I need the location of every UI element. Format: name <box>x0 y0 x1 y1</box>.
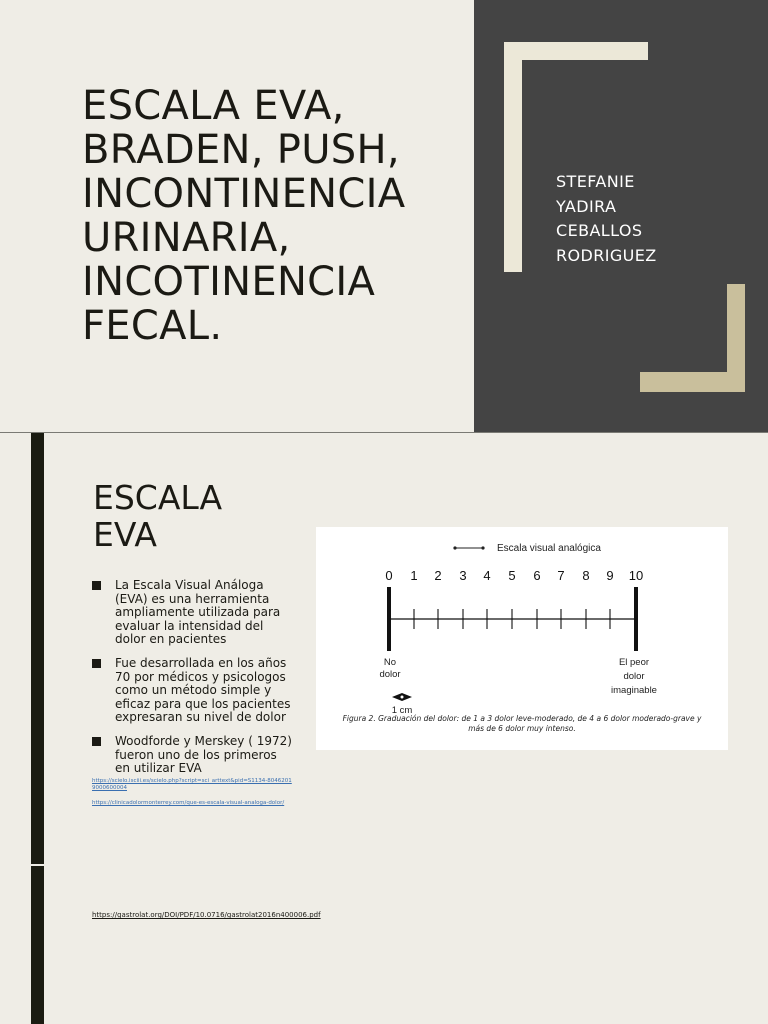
right-label-line: El peor <box>618 657 650 668</box>
left-label-line: No <box>383 657 397 668</box>
author-name <box>556 170 756 268</box>
scale-number: 8 <box>582 568 590 583</box>
slide-title-line: EVA <box>93 515 157 554</box>
author-line: CEBALLOS <box>556 221 643 240</box>
slide-title-line: ESCALA <box>93 478 223 517</box>
reference-link-scielo[interactable]: https://scielo.isciii.es/scielo.php?script=sci_arttext&pid=S1134-80462019000600004 <box>92 778 292 791</box>
header-dot <box>481 546 484 549</box>
decorative-bracket-top <box>504 42 648 60</box>
author-line: STEFANIE <box>556 172 635 191</box>
title-line: ESCALA EVA, <box>82 83 345 129</box>
header-dot <box>453 546 456 549</box>
author-line: YADIRA <box>556 196 617 216</box>
bullet-text: Fue desarrollada en los años 70 por médicos y psicologos como un método simple y eficaz para que los pacientes expresaran su nivel de dolor <box>115 655 291 725</box>
unit-label: 1 cm <box>391 705 413 716</box>
bullet-text: Woodforde y Merskey ( 1972) fueron uno de los primeros en utilizar EVA <box>115 733 292 776</box>
title-line: INCONTINENCIA <box>82 171 406 217</box>
scale-number: 3 <box>459 568 467 583</box>
bullet-list <box>92 579 292 786</box>
scale-header: Escala visual analógica <box>497 543 601 554</box>
scale-number: 10 <box>628 568 644 583</box>
end-labels <box>379 657 657 696</box>
reference-link-clinica[interactable]: https://clinicadolormonterrey.com/que-es-escala-visual-analoga-dolor/ <box>92 800 285 806</box>
decorative-bracket-bottom <box>640 372 745 392</box>
content-slide <box>0 433 768 1024</box>
title-slide <box>0 0 768 432</box>
title-line: URINARIA, <box>82 215 291 261</box>
right-label-line: imaginable <box>611 685 657 696</box>
scale-number: 9 <box>606 568 614 583</box>
reference-link-gastrolat[interactable]: https://gastrolat.org/DOI/PDF/10.0716/gastrolat2016n400006.pdf <box>92 911 321 919</box>
scale-number: 6 <box>533 568 541 583</box>
scale-numbers <box>385 568 643 583</box>
slide-title <box>93 479 293 553</box>
figure-caption: Figura 2. Graduación del dolor: de 1 a 3 dolor leve-moderado, de 4 a 6 dolor moderado-grave y más de 6 dolor muy intenso. <box>342 714 702 733</box>
accent-bar-gap <box>31 864 44 866</box>
decorative-bracket-left <box>504 42 522 272</box>
scale-number: 2 <box>434 568 442 583</box>
presentation-title <box>82 84 462 348</box>
accent-vertical-bar <box>31 433 44 1024</box>
bullet-item <box>92 579 292 647</box>
title-line: FECAL. <box>82 303 223 349</box>
square-bullet-icon <box>92 737 101 746</box>
scale-number: 0 <box>385 568 393 583</box>
bullet-text: La Escala Visual Análoga (EVA) es una herramienta ampliamente utilizada para evaluar la intensidad del dolor en pacientes <box>115 578 281 647</box>
bullet-item <box>92 735 292 776</box>
scale-number: 1 <box>410 568 418 583</box>
square-bullet-icon <box>92 659 101 668</box>
visual-analog-scale-figure <box>316 527 728 750</box>
scale-number: 4 <box>483 568 491 583</box>
title-line: INCOTINENCIA <box>82 259 376 305</box>
scale-number: 7 <box>557 568 565 583</box>
author-line: RODRIGUEZ <box>556 245 657 265</box>
bullet-item <box>92 657 292 725</box>
right-label-line: dolor <box>623 671 645 682</box>
unit-marker-center <box>401 696 404 699</box>
scale-number: 5 <box>508 568 516 583</box>
left-label-line: dolor <box>379 669 401 680</box>
title-line: BRADEN, PUSH, <box>82 127 400 173</box>
square-bullet-icon <box>92 581 101 590</box>
